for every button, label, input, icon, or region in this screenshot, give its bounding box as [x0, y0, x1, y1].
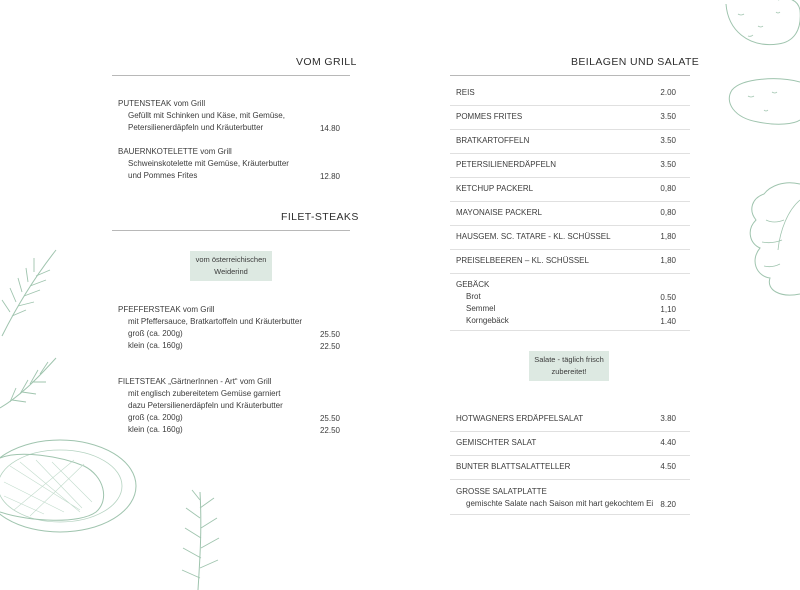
price: 0.50: [660, 293, 676, 302]
salad-platter-title: GROSSE SALATPLATTE: [456, 487, 547, 496]
price: 25.50: [319, 330, 340, 339]
menu-item-description: Petersilienerdäpfeln und Kräuterbutter: [128, 123, 264, 132]
side-item: MAYONAISE PACKERL 0,80: [450, 202, 690, 226]
side-item: POMMES FRITES 3.50: [450, 106, 690, 130]
side-item: REIS 2.00: [450, 82, 690, 106]
price: 25.50: [319, 414, 340, 423]
side-item: KETCHUP PACKERL 0,80: [450, 178, 690, 202]
steak-plate-illustration: [0, 436, 140, 536]
origin-note-badge: vom österreichischen Weiderind: [190, 251, 272, 281]
rosemary-illustration-3: [170, 488, 230, 590]
price: 14.80: [319, 124, 340, 133]
menu-item-filetsteak: FILETSTEAK „GärtnerInnen - Art“ vom Grill: [118, 377, 272, 386]
size-option: groß (ca. 200g): [128, 413, 183, 422]
section-title-filet: FILET-STEAKS: [281, 211, 359, 223]
gebaeck-item: Korngebäck: [466, 316, 509, 325]
menu-item-description: dazu Petersilienerdäpfeln und Kräuterbutter: [128, 401, 283, 410]
divider-gebaeck: [450, 330, 690, 331]
size-option: klein (ca. 160g): [128, 341, 183, 350]
size-option: groß (ca. 200g): [128, 329, 183, 338]
rosemary-illustration-2: [0, 352, 60, 412]
salad-item: GEMISCHTER SALAT 4.40: [450, 432, 690, 456]
gebaeck-title: GEBÄCK: [456, 280, 490, 289]
gebaeck-item: Semmel: [466, 304, 496, 313]
price: 8.20: [660, 500, 676, 509]
salad-item: BUNTER BLATTSALATTELLER 4.50: [450, 456, 690, 480]
side-item: HAUSGEM. SC. TATARE - KL. SCHÜSSEL 1,80: [450, 226, 690, 250]
side-item: PREISELBEEREN – KL. SCHÜSSEL 1,80: [450, 250, 690, 274]
menu-item-description: und Pommes Frites: [128, 171, 198, 180]
price: 22.50: [319, 342, 340, 351]
menu-item-description: mit englisch zubereitetem Gemüse garniert: [128, 389, 281, 398]
potato-illustration-top: [718, 0, 800, 52]
price: 1,10: [660, 305, 676, 314]
menu-item-description: Gefüllt mit Schinken und Käse, mit Gemüse,: [128, 111, 285, 120]
gebaeck-item: Brot: [466, 292, 481, 301]
size-option: klein (ca. 160g): [128, 425, 183, 434]
divider-filet: [112, 230, 350, 231]
potato-illustration-right: [728, 76, 800, 148]
side-item: PETERSILIENERDÄPFELN 3.50: [450, 154, 690, 178]
salad-item: HOTWAGNERS ERDÄPFELSALAT 3.80: [450, 408, 690, 432]
divider-grill: [112, 75, 350, 76]
lettuce-illustration: [744, 180, 800, 300]
menu-item-pfeffersteak: PFEFFERSTEAK vom Grill: [118, 305, 215, 314]
section-title-grill: VOM GRILL: [296, 56, 357, 68]
salad-platter-description: gemischte Salate nach Saison mit hart gekochtem Ei: [466, 499, 654, 508]
price: 12.80: [319, 172, 340, 181]
side-item: BRATKARTOFFELN 3.50: [450, 130, 690, 154]
menu-item-putensteak: PUTENSTEAK vom Grill: [118, 99, 206, 108]
menu-item-description: mit Pfeffersauce, Bratkartoffeln und Kräuterbutter: [128, 317, 303, 326]
menu-item-description: Schweinskotelette mit Gemüse, Kräuterbutter: [128, 159, 289, 168]
salad-note-badge: Salate - täglich frisch zubereitet!: [529, 351, 609, 381]
price: 22.50: [319, 426, 340, 435]
menu-item-bauernkotelette: BAUERNKOTELETTE vom Grill: [118, 147, 232, 156]
section-title-beilagen: BEILAGEN UND SALATE: [571, 56, 700, 68]
price: 1.40: [660, 317, 676, 326]
divider-beilagen: [450, 75, 690, 76]
rosemary-illustration-1: [0, 248, 60, 338]
divider-platte: [450, 514, 690, 515]
